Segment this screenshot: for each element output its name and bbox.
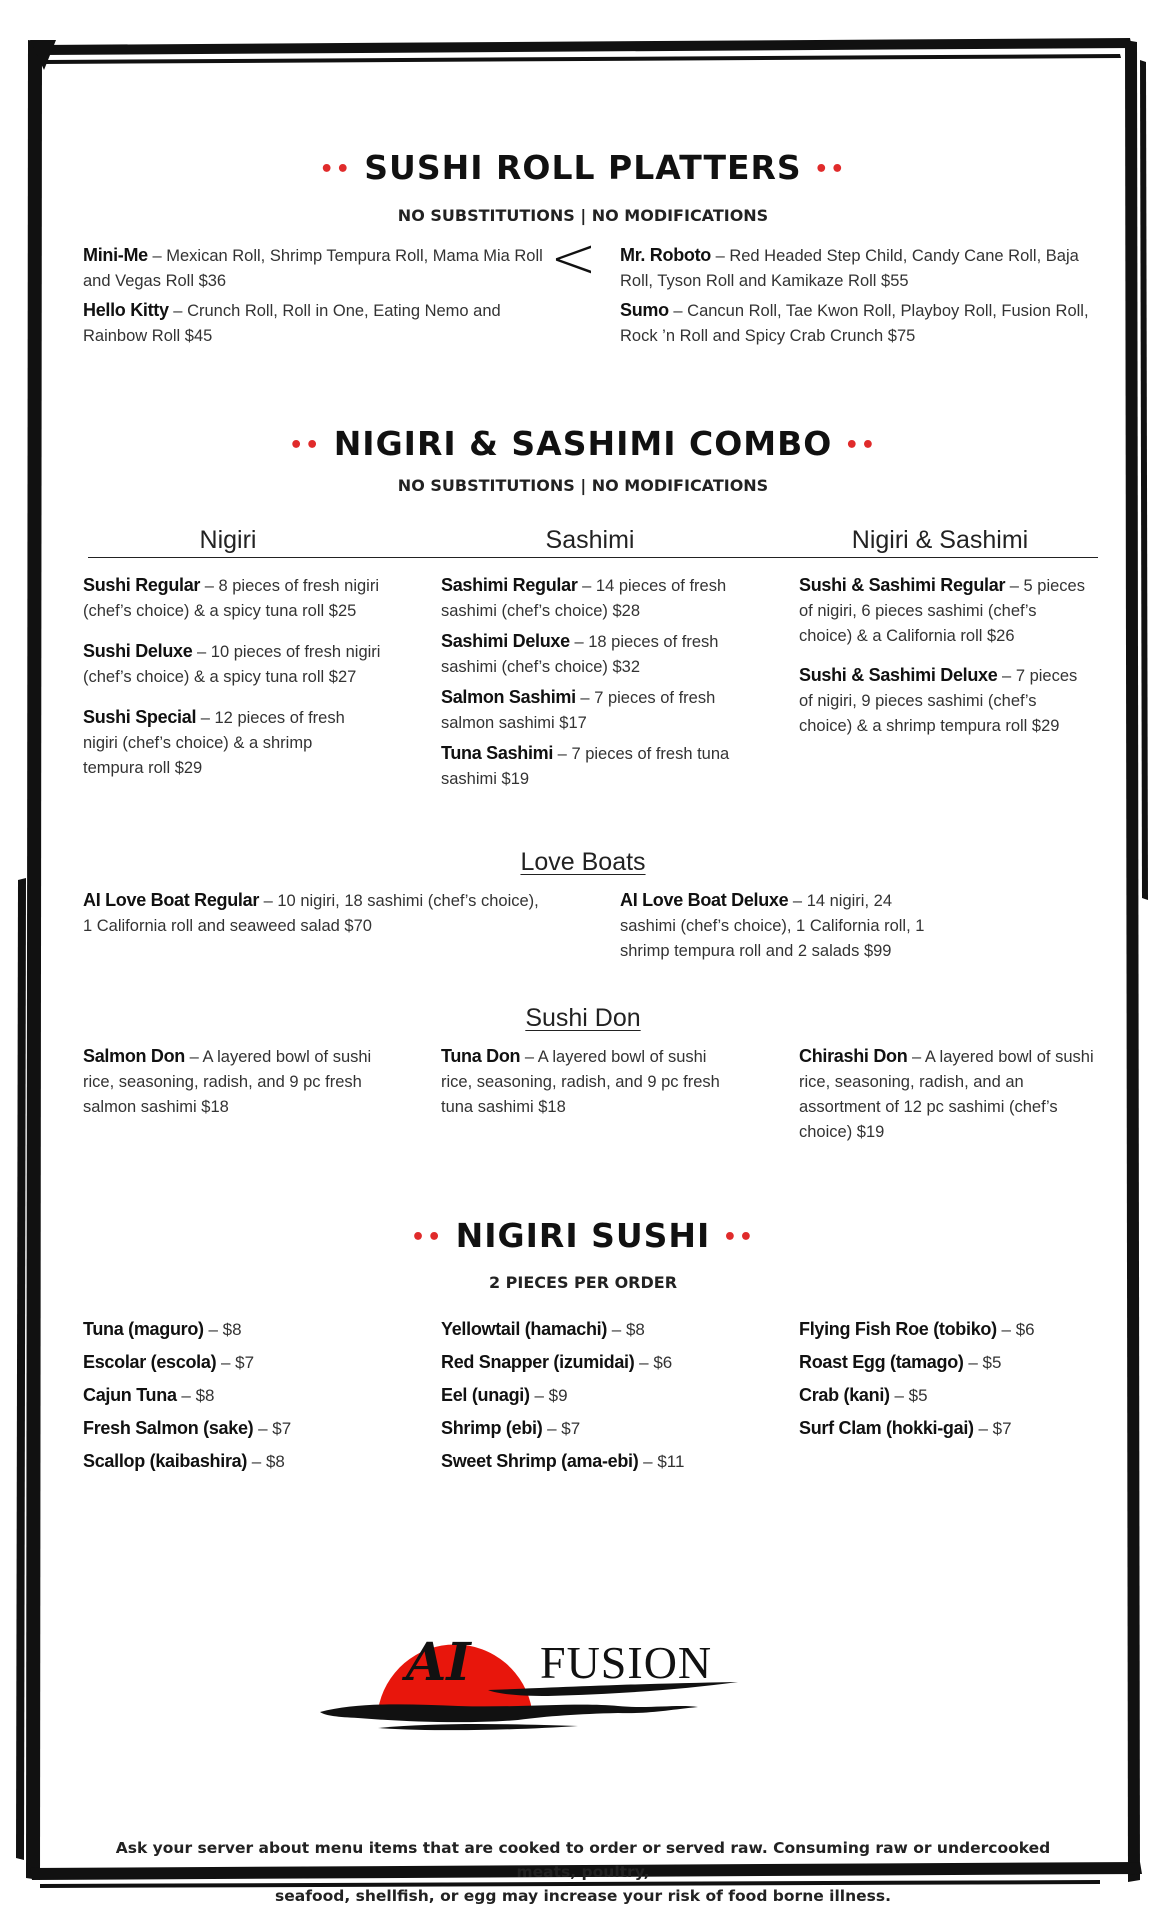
- item-price: – $7: [253, 1419, 292, 1438]
- nigiri-row: [799, 1313, 1129, 1346]
- combo-item: [83, 639, 383, 690]
- column-header-sashimi: Sashimi: [545, 526, 635, 554]
- item-name: Sushi Deluxe: [83, 641, 193, 661]
- nigiri-row: [799, 1379, 1129, 1412]
- sushi-don-heading: [0, 1004, 1166, 1033]
- platter-item: [83, 298, 553, 349]
- combo-item: [441, 741, 731, 792]
- ai-fusion-logo: [318, 1610, 758, 1740]
- love-boat-item: [620, 888, 945, 964]
- item-name: Flying Fish Roe (tobiko): [799, 1319, 997, 1339]
- item-name: Yellowtail (hamachi): [441, 1319, 608, 1339]
- item-desc: – 10 pieces of fresh nigiri (chef’s choice) & a spicy tuna roll $27: [83, 643, 381, 686]
- item-name: Red Snapper (izumidai): [441, 1352, 635, 1372]
- roll-platters-title: SUSHI ROLL PLATTERS: [364, 148, 802, 187]
- item-name: Escolar (escola): [83, 1352, 217, 1372]
- nigiri-row: [83, 1445, 413, 1478]
- item-name: Tuna (maguro): [83, 1319, 204, 1339]
- heading-dots: ••: [319, 157, 352, 182]
- item-price: – $8: [247, 1452, 285, 1471]
- roll-platters-subtitle: NO SUBSTITUTIONS | NO MODIFICATIONS: [397, 206, 769, 225]
- item-name: Fresh Salmon (sake): [83, 1418, 254, 1438]
- item-price: – $8: [607, 1320, 645, 1339]
- nigiri-row: [83, 1412, 413, 1445]
- platter-item: [83, 243, 543, 294]
- item-name: Sashimi Regular: [441, 575, 578, 595]
- item-name: Mr. Roboto: [620, 245, 711, 265]
- item-name: Sushi Special: [83, 707, 197, 727]
- item-price: – $7: [542, 1419, 581, 1438]
- nigiri-sushi-title: NIGIRI SUSHI: [455, 1216, 711, 1255]
- nigiri-row: [441, 1346, 771, 1379]
- item-desc: – 12 pieces of fresh nigiri (chef’s choice) & a shrimp tempura roll $29: [83, 709, 345, 777]
- platter-item: [620, 243, 1095, 294]
- love-boats-title: Love Boats: [520, 848, 646, 876]
- nigiri-row: [441, 1445, 771, 1478]
- nigiri-row: [83, 1313, 413, 1346]
- column-header-nigiri: Nigiri: [199, 526, 257, 554]
- combo-item: [799, 573, 1089, 649]
- nigiri-list-column-3: [799, 1313, 1129, 1445]
- combo-item: [799, 663, 1089, 739]
- nigiri-row: [441, 1313, 771, 1346]
- item-price: – $9: [529, 1386, 568, 1405]
- item-desc: – A layered bowl of sushi rice, seasoning, radish, and 9 pc fresh tuna sashimi $18: [441, 1048, 720, 1116]
- item-price: – $7: [973, 1419, 1012, 1438]
- item-price: – $8: [203, 1320, 242, 1339]
- don-item: [799, 1044, 1094, 1145]
- item-price: – $7: [216, 1353, 255, 1372]
- item-name: Tuna Sashimi: [441, 743, 554, 763]
- item-desc: – 5 pieces of nigiri, 6 pieces sashimi (chef’s choice) & a California roll $26: [799, 577, 1085, 645]
- combo-subtitle: NO SUBSTITUTIONS | NO MODIFICATIONS: [397, 476, 769, 495]
- item-price: – $6: [996, 1320, 1035, 1339]
- item-name: Salmon Don: [83, 1046, 186, 1066]
- nigiri-row: [799, 1412, 1129, 1445]
- item-name: Roast Egg (tamago): [799, 1352, 964, 1372]
- item-desc: – 8 pieces of fresh nigiri (chef’s choice) & a spicy tuna roll $25: [83, 577, 379, 620]
- nigiri-sushi-subtitle: 2 PIECES PER ORDER: [488, 1273, 678, 1292]
- nigiri-row: [441, 1412, 771, 1445]
- raw-food-disclaimer: [100, 1836, 1066, 1908]
- item-name: Hello Kitty: [83, 300, 169, 320]
- combo-heading: [0, 424, 1166, 463]
- don-item: [83, 1044, 378, 1120]
- item-name: Mini-Me: [83, 245, 148, 265]
- item-name: Chirashi Don: [799, 1046, 908, 1066]
- love-boat-item: [83, 888, 548, 939]
- platter-item: [620, 298, 1095, 349]
- brush-stroke-icon: [378, 1724, 578, 1730]
- column-header-rule: [88, 557, 1098, 558]
- item-name: Tuna Don: [441, 1046, 521, 1066]
- item-name: Cajun Tuna: [83, 1385, 177, 1405]
- item-desc: – 10 nigiri, 18 sashimi (chef’s choice), 1 California roll and seaweed salad $70: [83, 892, 539, 935]
- item-desc: – Red Headed Step Child, Candy Cane Roll, Baja Roll, Tyson Roll and Kamikaze Roll $55: [620, 247, 1079, 290]
- item-name: Eel (unagi): [441, 1385, 530, 1405]
- item-desc: – 18 pieces of fresh sashimi (chef’s choice) $32: [441, 633, 719, 676]
- item-price: – $5: [963, 1353, 1002, 1372]
- item-name: Surf Clam (hokki-gai): [799, 1418, 974, 1438]
- logo-mark: AI: [406, 1632, 471, 1693]
- item-name: AI Love Boat Regular: [83, 890, 260, 910]
- item-desc: – 7 pieces of fresh salmon sashimi $17: [441, 689, 716, 732]
- nigiri-row: [799, 1346, 1129, 1379]
- combo-item: [83, 573, 383, 624]
- nigiri-list-column-1: [83, 1313, 413, 1478]
- love-boats-heading: [0, 848, 1166, 877]
- item-name: AI Love Boat Deluxe: [620, 890, 789, 910]
- item-desc: – A layered bowl of sushi rice, seasoning, radish, and 9 pc fresh salmon sashimi $18: [83, 1048, 372, 1116]
- item-desc: – 14 nigiri, 24 sashimi (chef’s choice), 1 California roll, 1 shrimp tempura roll and 2 salads $99: [620, 892, 925, 960]
- item-name: Scallop (kaibashira): [83, 1451, 248, 1471]
- logo-word: FUSION: [540, 1637, 713, 1688]
- combo-item: [441, 685, 731, 736]
- nigiri-row: [83, 1379, 413, 1412]
- item-desc: – 7 pieces of fresh tuna sashimi $19: [441, 745, 730, 788]
- item-name: Sushi & Sashimi Regular: [799, 575, 1006, 595]
- item-name: Sweet Shrimp (ama-ebi): [441, 1451, 639, 1471]
- less-than-divider-glyph: <: [550, 226, 597, 291]
- combo-item: [441, 629, 731, 680]
- item-price: – $5: [889, 1386, 928, 1405]
- item-name: Crab (kani): [799, 1385, 890, 1405]
- heading-dots: ••: [289, 433, 322, 458]
- item-name: Sumo: [620, 300, 669, 320]
- item-name: Shrimp (ebi): [441, 1418, 543, 1438]
- roll-platters-heading: [0, 148, 1166, 187]
- heading-dots: ••: [814, 157, 847, 182]
- combo-item: [441, 573, 731, 624]
- item-desc: – Cancun Roll, Tae Kwon Roll, Playboy Roll, Fusion Roll, Rock ’n Roll and Spicy Crab Crunch $75: [620, 302, 1089, 345]
- nigiri-sushi-heading: [0, 1216, 1166, 1255]
- item-price: – $8: [176, 1386, 215, 1405]
- item-desc: – Mexican Roll, Shrimp Tempura Roll, Mama Mia Roll and Vegas Roll $36: [83, 247, 543, 290]
- item-desc: – 7 pieces of nigiri, 9 pieces sashimi (chef’s choice) & a shrimp tempura roll $29: [799, 667, 1078, 735]
- item-desc: – A layered bowl of sushi rice, seasoning, radish, and an assortment of 12 pc sashimi (chef’s choice) $19: [799, 1048, 1094, 1141]
- item-price: – $6: [634, 1353, 673, 1372]
- item-name: Sushi Regular: [83, 575, 201, 595]
- nigiri-row: [441, 1379, 771, 1412]
- disclaimer-line: seafood, shellfish, or egg may increase your risk of food borne illness.: [275, 1887, 891, 1905]
- column-header-nigiri-sashimi: Nigiri & Sashimi: [851, 526, 1029, 554]
- combo-item: [83, 705, 368, 781]
- item-name: Salmon Sashimi: [441, 687, 576, 707]
- nigiri-list-column-2: [441, 1313, 771, 1478]
- combo-title: NIGIRI & SASHIMI COMBO: [333, 424, 833, 463]
- sushi-don-title: Sushi Don: [525, 1004, 641, 1032]
- item-desc: – Crunch Roll, Roll in One, Eating Nemo and Rainbow Roll $45: [83, 302, 501, 345]
- heading-dots: ••: [411, 1225, 444, 1250]
- item-name: Sashimi Deluxe: [441, 631, 570, 651]
- heading-dots: ••: [722, 1225, 755, 1250]
- don-item: [441, 1044, 736, 1120]
- item-name: Sushi & Sashimi Deluxe: [799, 665, 998, 685]
- brush-stroke-icon: [320, 1704, 698, 1722]
- disclaimer-line: Ask your server about menu items that are cooked to order or served raw. Consuming raw or undercooked meats, poultry,: [115, 1839, 1051, 1881]
- heading-dots: ••: [844, 433, 877, 458]
- nigiri-row: [83, 1346, 413, 1379]
- item-price: – $11: [638, 1452, 685, 1471]
- item-desc: – 14 pieces of fresh sashimi (chef’s choice) $28: [441, 577, 727, 620]
